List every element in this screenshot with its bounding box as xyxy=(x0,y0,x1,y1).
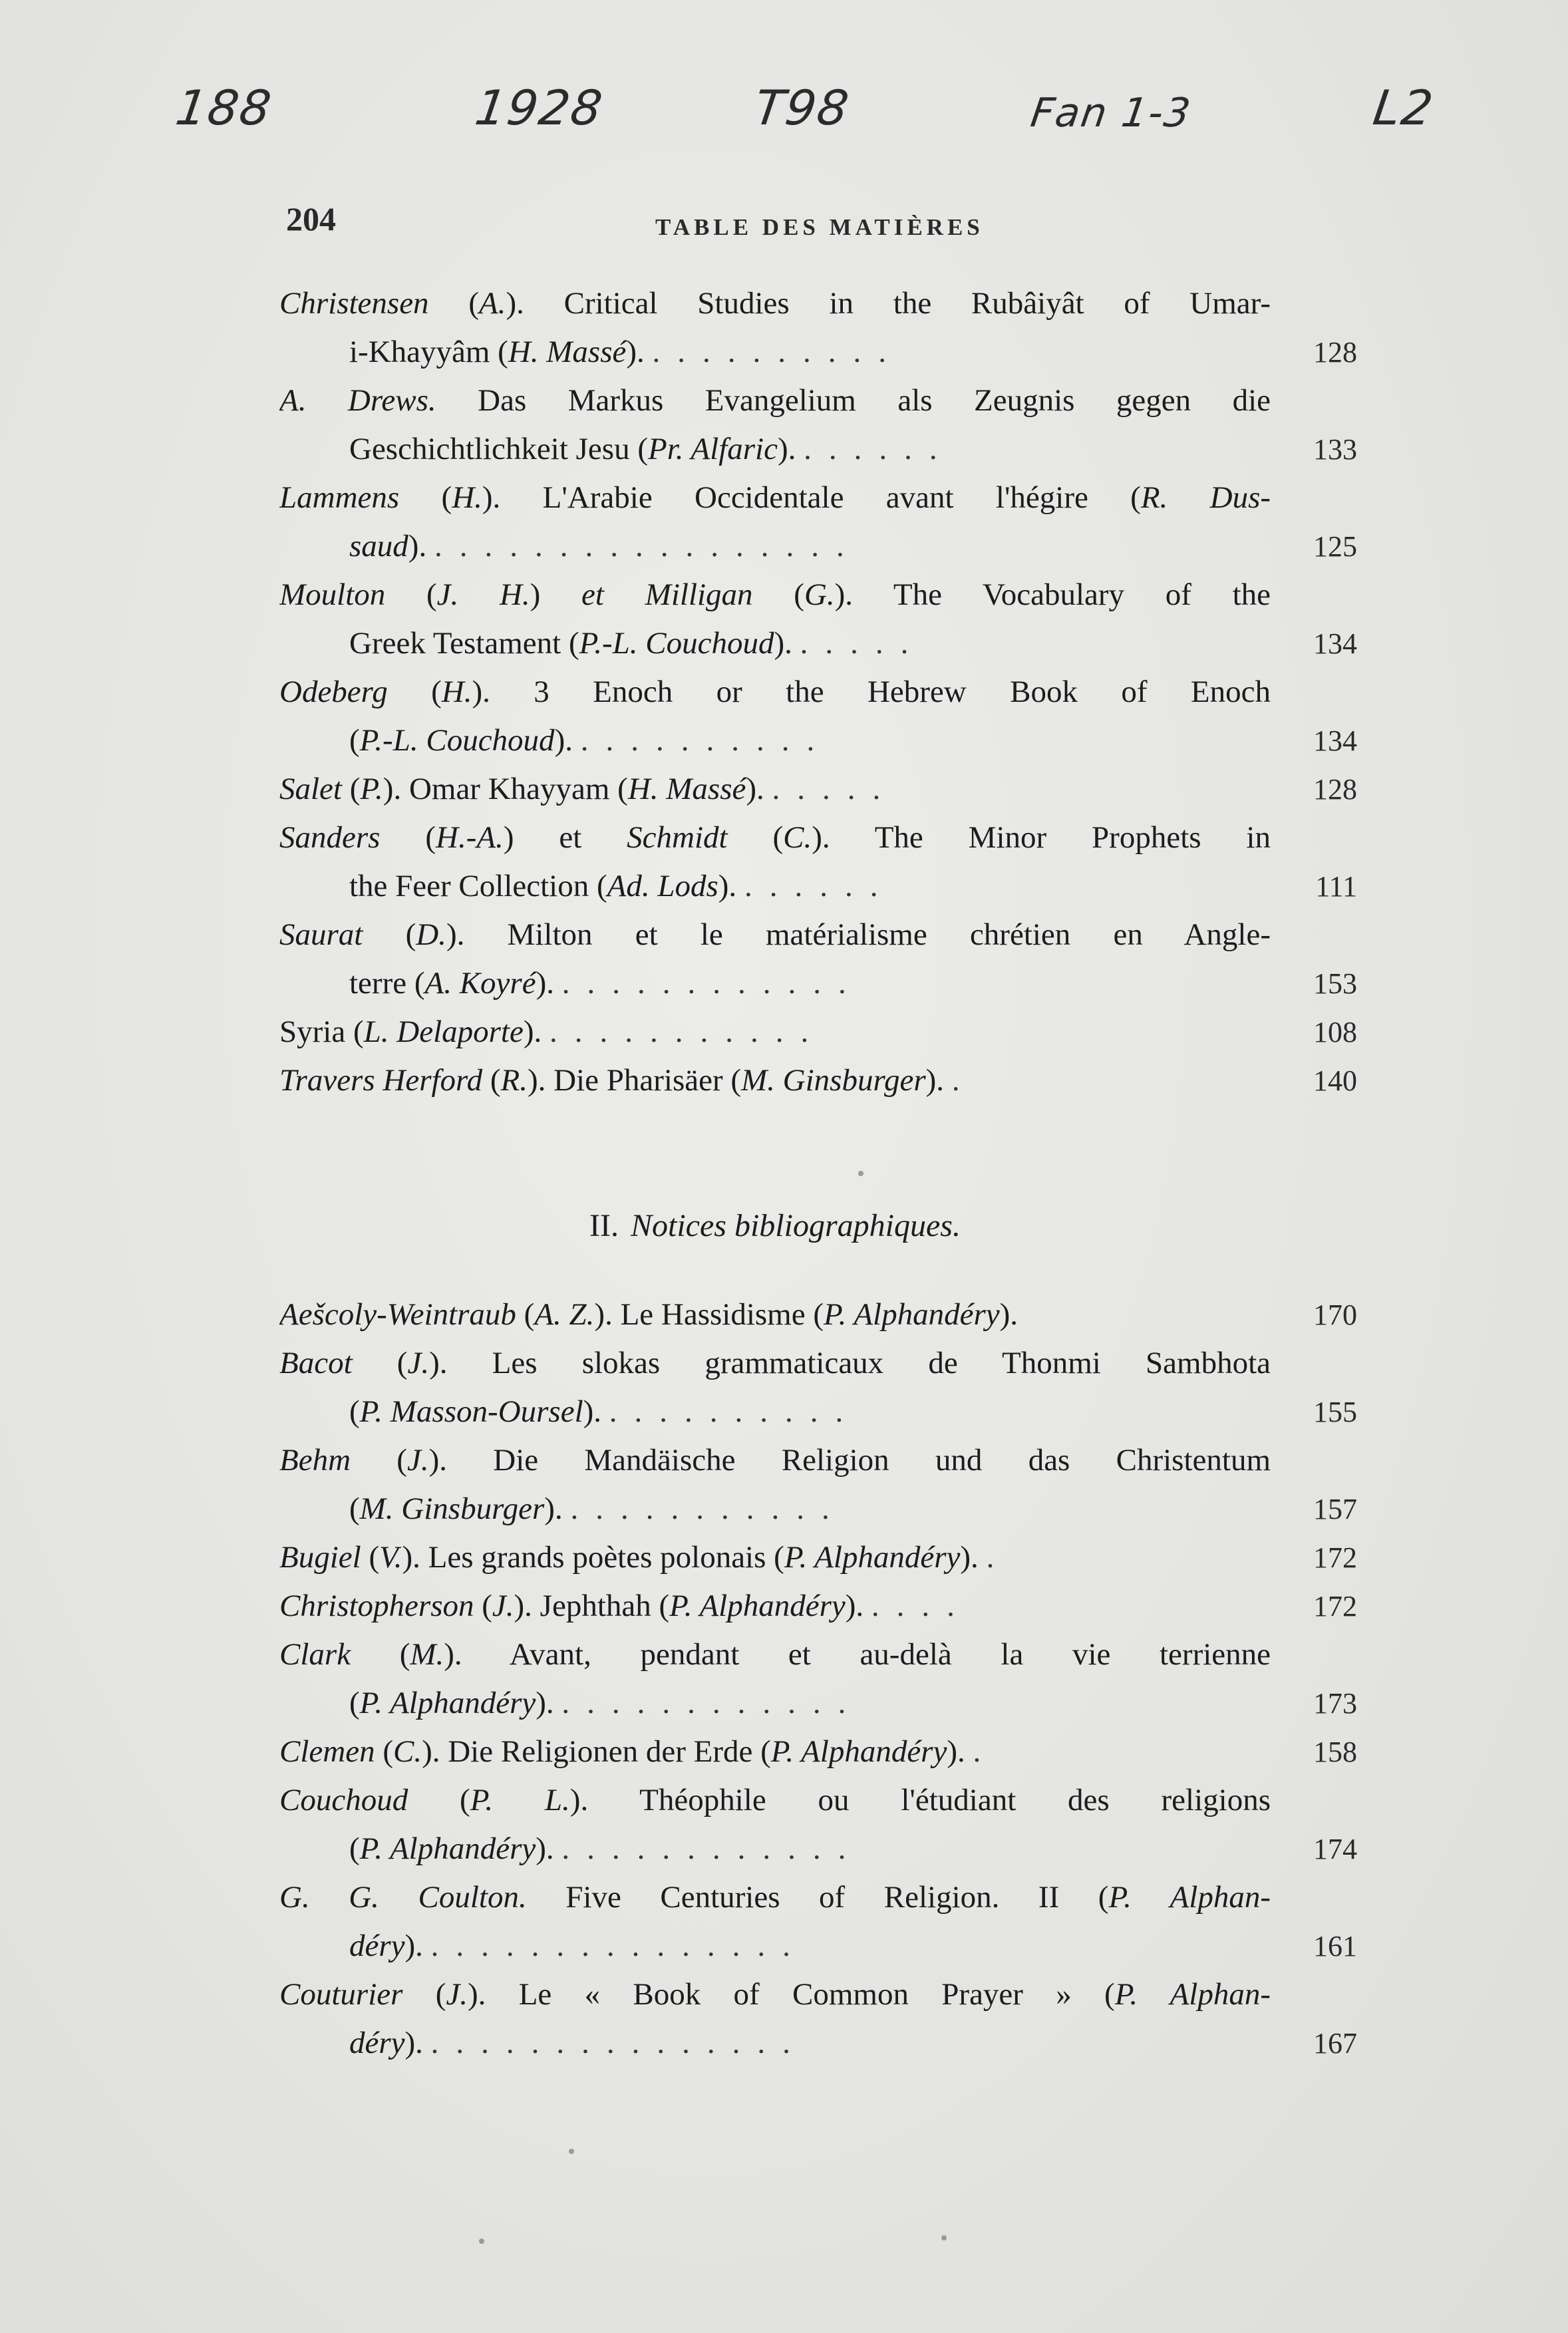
page-ref: 172 xyxy=(1313,1541,1357,1574)
toc-entry xyxy=(279,911,1357,1008)
page-ref: 157 xyxy=(1313,1493,1357,1525)
page-ref: 140 xyxy=(1313,1064,1357,1097)
entry-line: Couturier (J.). Le « Book of Common Prayer » (P. Alphan- xyxy=(279,1977,1271,2012)
handwritten-note: 188 xyxy=(172,80,276,136)
toc-section-notices xyxy=(279,1291,1357,2068)
entry-line: Bacot (J.). Les slokas grammaticaux de Thonmi Sambhota xyxy=(279,1346,1271,1380)
toc-entry xyxy=(279,1873,1357,1970)
entry-line: (P. Masson-Oursel). .......... xyxy=(349,1394,861,1429)
toc-entry xyxy=(279,668,1357,765)
entry-line: A. Drews. Das Markus Evangelium als Zeugnis gegen die xyxy=(279,383,1271,418)
paper-speck xyxy=(941,2235,947,2241)
handwritten-note: Fan 1-3 xyxy=(1028,90,1195,136)
entry-line: G. G. Coulton. Five Centuries of Religion. II (P. Alphan- xyxy=(279,1880,1271,1915)
page-ref: 108 xyxy=(1313,1016,1357,1048)
entry-line: Behm (J.). Die Mandäische Religion und das Christentum xyxy=(279,1443,1271,1478)
entry-line: the Feer Collection (Ad. Lods). ...... xyxy=(349,869,895,903)
toc-entry xyxy=(279,1291,1357,1339)
entry-line: déry). ............... xyxy=(349,2026,808,2060)
page-ref: 167 xyxy=(1313,2027,1357,2060)
entry-line: Clemen (C.). Die Religionen der Erde (P. Alphandéry). . xyxy=(279,1734,999,1769)
toc-entry xyxy=(279,279,1357,377)
toc-entry xyxy=(279,1339,1357,1436)
toc-section-reviews xyxy=(279,279,1357,1105)
handwritten-note: L2 xyxy=(1370,80,1438,136)
entry-line: Travers Herford (R.). Die Pharisäer (M. Ginsburger). . xyxy=(279,1063,977,1098)
toc-entry xyxy=(279,474,1357,571)
entry-line: Salet (P.). Omar Khayyam (H. Massé). ..... xyxy=(279,772,898,806)
page-ref: 134 xyxy=(1313,627,1357,660)
entry-line: terre (A. Koyré). ............ xyxy=(349,966,863,1001)
entry-line: (P.-L. Couchoud). .......... xyxy=(349,723,832,758)
entry-line: déry). ............... xyxy=(349,1929,808,1963)
entry-line: Saurat (D.). Milton et le matérialisme chrétien en Angle- xyxy=(279,917,1271,952)
toc-entry xyxy=(279,1008,1357,1056)
entry-line: Couchoud (P. L.). Théophile ou l'étudiant des religions xyxy=(279,1783,1271,1817)
entry-line: Aešcoly-Weintraub (A. Z.). Le Hassidisme (P. Alphandéry). xyxy=(279,1297,1019,1332)
entry-line: (P. Alphandéry). ............ xyxy=(349,1686,863,1720)
running-title: TABLE DES MATIÈRES xyxy=(655,214,984,240)
toc-entry xyxy=(279,1631,1357,1728)
page-ref: 161 xyxy=(1313,1930,1357,1962)
entry-line: Bugiel (V.). Les grands poètes polonais (P. Alphandéry). . xyxy=(279,1540,1012,1575)
entry-line: i-Khayyâm (H. Massé). .......... xyxy=(349,335,904,369)
page-ref: 158 xyxy=(1313,1736,1357,1768)
page-number: 204 xyxy=(286,200,336,237)
paper-speck xyxy=(858,1171,863,1176)
toc-entry xyxy=(279,1582,1357,1631)
page-ref: 128 xyxy=(1313,336,1357,369)
page-ref: 155 xyxy=(1313,1396,1357,1428)
page-ref: 133 xyxy=(1313,433,1357,466)
toc-entry xyxy=(279,1776,1357,1873)
handwritten-note: T98 xyxy=(751,80,854,136)
section-title: Notices bibliographiques. xyxy=(630,1208,961,1243)
page-ref: 134 xyxy=(1313,724,1357,757)
page-ref: 153 xyxy=(1313,967,1357,1000)
toc-entry xyxy=(279,571,1357,668)
entry-line: Odeberg (H.). 3 Enoch or the Hebrew Book of Enoch xyxy=(279,675,1271,709)
entry-line: Geschichtlichkeit Jesu (Pr. Alfaric). ...... xyxy=(349,432,955,466)
toc-entry xyxy=(279,377,1357,474)
entry-line: Sanders (H.-A.) et Schmidt (C.). The Minor Prophets in xyxy=(279,820,1271,855)
toc-entry xyxy=(279,814,1357,911)
section-number: II. xyxy=(589,1208,619,1243)
page-ref: 170 xyxy=(1313,1299,1357,1331)
entry-line: Syria (L. Delaporte). ........... xyxy=(279,1014,826,1049)
page-header xyxy=(286,200,1350,253)
entry-line: Christensen (A.). Critical Studies in the Rubâiyât of Umar- xyxy=(279,286,1271,321)
entry-line: Greek Testament (P.-L. Couchoud). ..... xyxy=(349,626,926,661)
page-ref: 125 xyxy=(1313,530,1357,563)
entry-line: saud). ................. xyxy=(349,529,862,563)
page-ref: 111 xyxy=(1315,870,1357,903)
toc-entry xyxy=(279,1970,1357,2068)
handwritten-note: 1928 xyxy=(472,80,607,136)
page-ref: 173 xyxy=(1313,1687,1357,1720)
paper-speck xyxy=(569,2149,574,2154)
toc-entry xyxy=(279,1728,1357,1776)
page-ref: 174 xyxy=(1313,1833,1357,1865)
entry-line: Christopherson (J.). Jephthah (P. Alphandéry). .... xyxy=(279,1589,972,1623)
entry-line: Lammens (H.). L'Arabie Occidentale avant l'hégire (R. Dus- xyxy=(279,480,1271,515)
entry-line: (M. Ginsburger). ........... xyxy=(349,1491,847,1526)
page-ref: 128 xyxy=(1313,773,1357,806)
section-heading xyxy=(279,1207,1271,1244)
toc-entry xyxy=(279,765,1357,814)
toc-entry xyxy=(279,1056,1357,1105)
toc-entry xyxy=(279,1436,1357,1533)
entry-line: (P. Alphandéry). ............ xyxy=(349,1831,863,1866)
paper-speck xyxy=(479,2239,484,2244)
page-ref: 172 xyxy=(1313,1590,1357,1623)
entry-line: Moulton (J. H.) et Milligan (G.). The Vocabulary of the xyxy=(279,577,1271,612)
entry-line: Clark (M.). Avant, pendant et au-delà la vie terrienne xyxy=(279,1637,1271,1672)
toc-entry xyxy=(279,1533,1357,1582)
